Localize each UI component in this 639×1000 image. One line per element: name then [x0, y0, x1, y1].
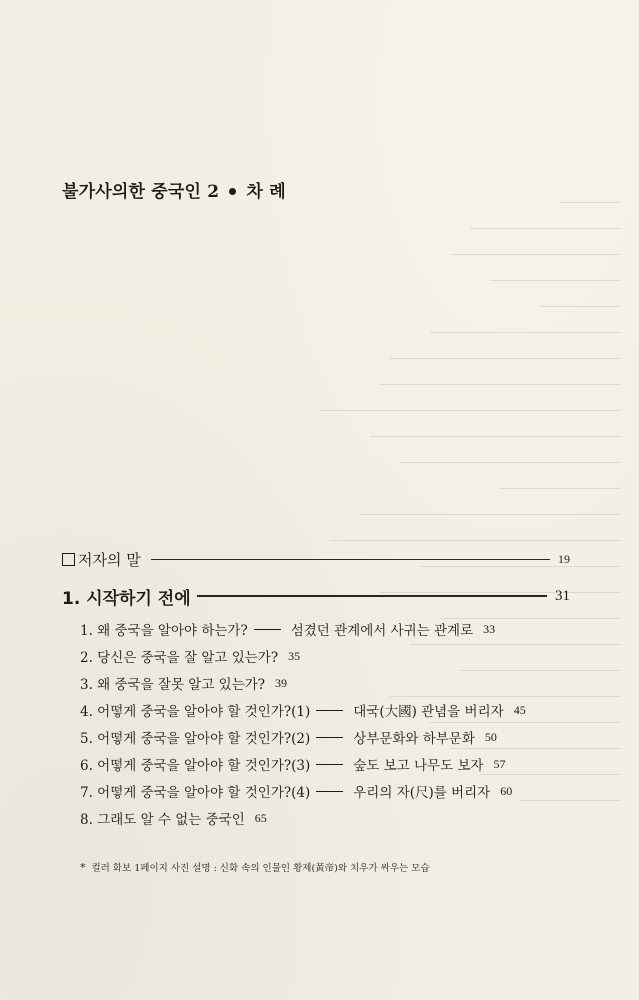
section-page-number: 57: [493, 756, 506, 771]
book-title: 불가사의한 중국인 2: [62, 182, 220, 202]
em-dash: [316, 764, 343, 765]
em-dash: [316, 791, 343, 792]
footnote-marker: *: [80, 861, 86, 874]
section-title: 3. 왜 중국을 잘못 알고 있는가?: [80, 677, 266, 693]
section-entry[interactable]: [80, 672, 287, 694]
em-dash: [254, 629, 281, 630]
section-title: 1. 왜 중국을 알아야 하는가?: [80, 623, 248, 639]
section-title: 2. 당신은 중국을 잘 알고 있는가?: [80, 650, 279, 666]
section-title: 4. 어떻게 중국을 알아야 할 것인가?(1): [80, 704, 311, 720]
section-page-number: 65: [254, 810, 267, 825]
section-entry[interactable]: [80, 645, 300, 667]
preface-page-number: 19: [558, 551, 570, 566]
chapter-title: 1. 시작하기 전에: [62, 588, 191, 609]
section-page-number: 60: [500, 783, 513, 798]
section-page-number: 50: [484, 729, 497, 744]
preface-entry[interactable]: [62, 548, 570, 570]
leader-rule: [197, 595, 547, 597]
photo-caption-footnote: [80, 860, 430, 874]
em-dash: [316, 710, 343, 711]
preface-label: 저자의 말: [78, 550, 141, 569]
square-box-icon: [62, 553, 75, 566]
section-entry[interactable]: [80, 618, 495, 640]
section-subtitle: 숲도 보고 나무도 보자: [353, 758, 484, 774]
toc-title: [62, 177, 286, 202]
section-subtitle: 우리의 자(尺)를 버리자: [353, 785, 491, 801]
toc-heading: 차 례: [246, 182, 286, 202]
footnote-text: 컬러 화보 1페이지 사진 설명 : 신화 속의 인물인 황제(黃帝)와 치우가 싸우는 모습: [91, 863, 430, 874]
section-subtitle: 대국(大國) 관념을 버리자: [353, 704, 504, 720]
section-title: 8. 그래도 알 수 없는 중국인: [80, 812, 245, 828]
section-subtitle: 섬겼던 관계에서 사귀는 관계로: [290, 623, 474, 639]
chapter-page-number: 31: [555, 587, 570, 604]
bullet-dot-icon: [229, 188, 236, 195]
section-title: 6. 어떻게 중국을 알아야 할 것인가?(3): [80, 758, 311, 774]
leader-rule: [151, 559, 550, 560]
chapter-entry[interactable]: [62, 583, 570, 609]
section-entry[interactable]: [80, 726, 497, 748]
section-page-number: 39: [275, 675, 288, 690]
em-dash: [316, 737, 343, 738]
section-entry[interactable]: [80, 699, 526, 721]
bleed-through-text: [300, 190, 620, 850]
section-page-number: 35: [288, 648, 301, 663]
section-entry[interactable]: [80, 807, 267, 829]
section-subtitle: 상부문화와 하부문화: [353, 731, 475, 747]
section-title: 7. 어떻게 중국을 알아야 할 것인가?(4): [80, 785, 311, 801]
section-entry[interactable]: [80, 753, 505, 775]
section-entry[interactable]: [80, 780, 512, 802]
section-page-number: 45: [513, 702, 526, 717]
section-page-number: 33: [483, 621, 496, 636]
section-title: 5. 어떻게 중국을 알아야 할 것인가?(2): [80, 731, 311, 747]
